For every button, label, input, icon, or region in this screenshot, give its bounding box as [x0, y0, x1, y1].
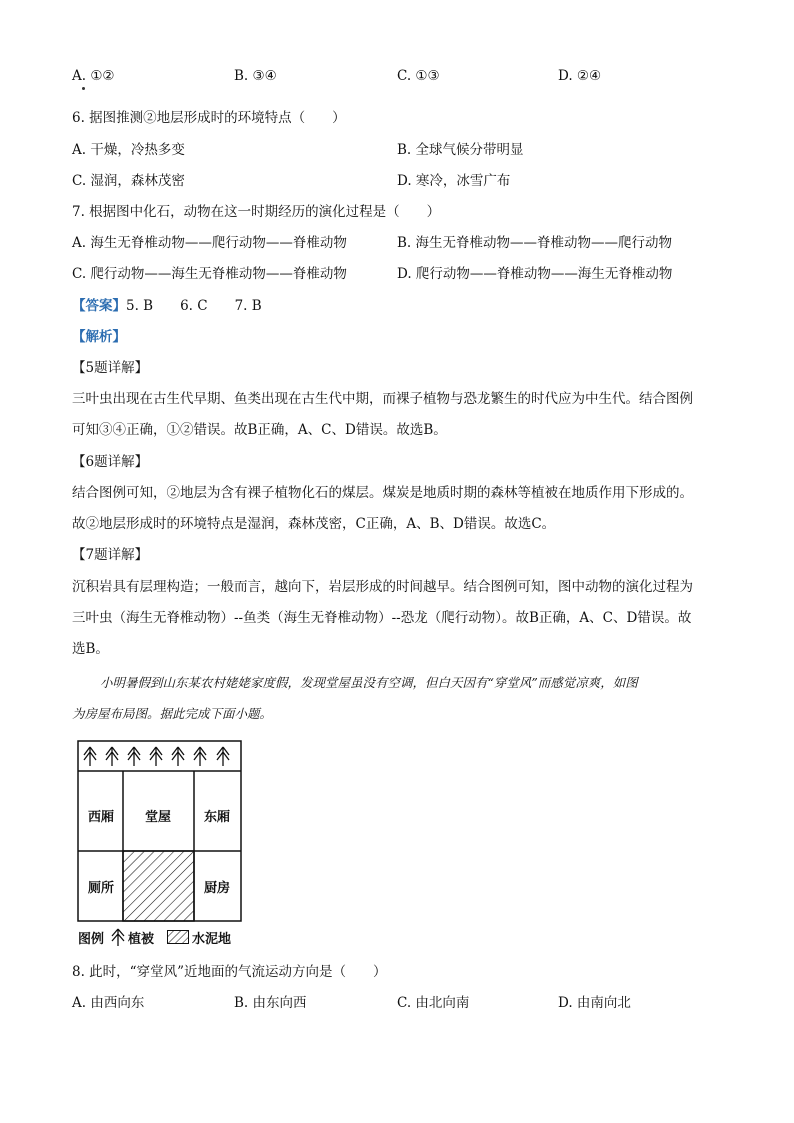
q8-option-a: A. 由西向东	[72, 995, 145, 1011]
intro-line1: 小明暑假到山东某农村姥姥家度假，发现堂屋虽没有空调，但白天因有“穿堂风”而感觉凉爽，如图	[100, 675, 638, 690]
dot-mark	[82, 87, 85, 90]
q6-option-a: A. 干燥，冷热多变	[72, 142, 185, 158]
detail7-line2: 三叶虫（海生无脊椎动物）--鱼类（海生无脊椎动物）--恐龙（爬行动物）。故B正确，A、C、D错误。故	[72, 610, 692, 626]
q8-option-d: D. 由南向北	[558, 995, 631, 1011]
cement-courtyard	[123, 851, 194, 921]
detail7-title: 【7题详解】	[72, 547, 149, 563]
q7-option-c: C. 爬行动物——海生无脊椎动物——脊椎动物	[72, 266, 347, 282]
analysis-tag: 【解析】	[72, 329, 126, 345]
detail6-title: 【6题详解】	[72, 454, 149, 470]
detail6-line2: 故②地层形成时的环境特点是湿润，森林茂密，C正确，A、B、D错误。故选C。	[72, 516, 556, 532]
q7-option-d: D. 爬行动物——脊椎动物——海生无脊椎动物	[397, 266, 673, 282]
diagram-legend	[78, 927, 241, 947]
q6-option-d: D. 寒冷，冰雪广布	[397, 173, 511, 189]
q8-option-b: B. 由东向西	[234, 995, 307, 1011]
q7-stem: 7. 根据图中化石，动物在这一时期经历的演化过程是（ ）	[72, 204, 441, 220]
detail5-title: 【5题详解】	[72, 360, 149, 376]
answer-line	[72, 296, 262, 316]
detail5-line2: 可知③④正确，①②错误。故B正确，A、C、D错误。故选B。	[72, 422, 447, 438]
q5-option-d: D. ②④	[558, 68, 602, 84]
vegetation-row	[84, 747, 229, 766]
tree-icon	[111, 928, 125, 946]
q7-option-a: A. 海生无脊椎动物——爬行动物——脊椎动物	[72, 235, 347, 251]
intro-line2: 为房屋布局图。据此完成下面小题。	[72, 706, 273, 721]
q5-option-c: C. ①③	[397, 68, 440, 84]
hatch-swatch-icon	[167, 930, 189, 944]
legend-label: 图例	[78, 931, 105, 947]
legend-cement	[164, 928, 231, 947]
legend-vegetation-label: 植被	[128, 931, 155, 947]
room-east: 东厢	[203, 810, 231, 825]
detail7-line1: 沉积岩具有层理构造；一般而言，越向下，岩层形成的时间越早。结合图例可知，图中动物的演化过程为	[72, 579, 693, 595]
q6-stem: 6. 据图推测②地层形成时的环境特点（ ）	[72, 110, 346, 126]
detail7-line3: 选B。	[72, 641, 109, 657]
room-west: 西厢	[87, 810, 115, 825]
house-layout-diagram	[77, 740, 243, 922]
answer-text: 5. B 6. C 7. B	[126, 298, 262, 314]
room-kitchen: 厨房	[203, 881, 231, 896]
q5-option-a: A. ①②	[72, 68, 115, 84]
q8-stem: 8. 此时，“穿堂风”近地面的气流运动方向是（ ）	[72, 964, 387, 980]
answer-tag: 【答案】	[72, 298, 126, 314]
q8-option-c: C. 由北向南	[397, 995, 470, 1011]
detail6-line1: 结合图例可知，②地层为含有裸子植物化石的煤层。煤炭是地质时期的森林等植被在地质作用下形成的。	[72, 485, 693, 501]
q5-option-b: B. ③④	[234, 68, 277, 84]
room-main: 堂屋	[144, 810, 172, 825]
q7-option-b: B. 海生无脊椎动物——脊椎动物——爬行动物	[397, 235, 673, 251]
detail5-line1: 三叶虫出现在古生代早期、鱼类出现在古生代中期，而裸子植物与恐龙繁生的时代应为中生代。结合图例	[72, 391, 693, 407]
q6-option-c: C. 湿润，森林茂密	[72, 173, 185, 189]
room-toilet: 厕所	[87, 881, 115, 896]
legend-vegetation	[108, 928, 154, 947]
legend-cement-label: 水泥地	[192, 931, 232, 947]
q6-option-b: B. 全球气候分带明显	[397, 142, 524, 158]
